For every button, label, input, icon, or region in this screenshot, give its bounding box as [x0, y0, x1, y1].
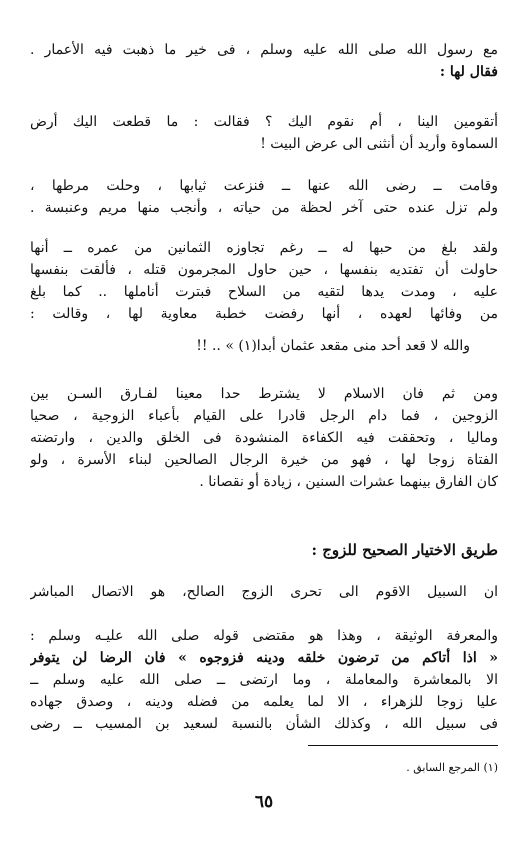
text-line: وماليا ، وتحققت فيه الكفاءة المنشودة فى الخلق والدين ، وارتضته — [30, 430, 498, 446]
text-line: ولم تزل عنده حتى آخر لحظة من حياته ، وأنجب منها مريم وعنبسة . — [30, 200, 498, 216]
page-number: ٦٥ — [254, 792, 274, 812]
quote-line: والله لا قعد أحد منى مقعد عثمان أبدا(١) » .. !! — [196, 338, 470, 354]
text-line: الا بالمعاشرة والمعاملة ، وما ارتضى ــ صلى الله عليه وسلم ــ — [30, 672, 498, 688]
text-line: عليه ، ومدت يدها لتقيه من السلاح فبترت أناملها .. كما بلغ — [30, 284, 498, 300]
text-line: فقال لها : — [439, 64, 498, 80]
hadith-line: « اذا أتاكم من ترضون خلقه ودينه فزوجوه » فان الرضا لن يتوفر — [30, 650, 498, 666]
text-line: حاولت أن تفتديه بنفسها ، حين حاول المجرمون قتله ، فألقت بنفسها — [30, 262, 498, 278]
section-heading: طريق الاختيار الصحيح للزوج : — [311, 541, 498, 559]
text-line: مع رسول الله صلى الله عليه وسلم ، فى خير ما ذهبت فيه الأعمار . — [30, 42, 498, 58]
text-line: عليا زوجا للزهراء ، الا لما يعلمه من فضله ودينه ، وصدق جهاده — [30, 694, 498, 710]
text-line: الفتاة زوجا لها ، فهو من خيرة الرجال الصالحين لبناء الأسرة ، ولو — [30, 452, 498, 468]
text-line: ان السبيل الاقوم الى تحرى الزوج الصالح، هو الاتصال المباشر — [30, 584, 498, 600]
text-line: من وفائها لعهده ، أنها رفضت خطبة معاوية لها ، وقالت : — [30, 306, 498, 322]
book-page — [30, 0, 498, 847]
text-line: وقامت ــ رضى الله عنها ــ فنزعت ثيابها ، وحلت مرطها ، — [30, 178, 498, 194]
text-line: ولقد بلغ من حبها له ــ رغم تجاوزه الثمانين من عمره ــ أنها — [30, 240, 498, 256]
text-line: الزوجين ، فما دام الرجل قادرا على القيام بأعباء الزوجية ، صحيا — [30, 408, 498, 424]
text-line: كان الفارق بينهما عشرات السنين ، زيادة أو نقصانا . — [199, 474, 498, 490]
text-line: فى سبيل الله ، وكذلك الشأن بالنسبة لسعيد بن المسيب ــ رضى — [30, 716, 498, 732]
text-line: أتقومين الينا ، أم نقوم اليك ؟ فقالت : ما قطعت اليك أرض — [30, 114, 498, 130]
text-line: ومن ثم فان الاسلام لا يشترط حدا معينا لفـارق السـن بين — [30, 386, 498, 402]
footnote: (١) المرجع السابق . — [406, 761, 498, 774]
footnote-divider — [308, 745, 498, 746]
text-line: والمعرفة الوثيقة ، وهذا هو مقتضى قوله صلى الله عليـه وسلم : — [30, 628, 498, 644]
text-line: السماوة وأريد أن أنثنى الى عرض البيت ! — [260, 136, 498, 152]
